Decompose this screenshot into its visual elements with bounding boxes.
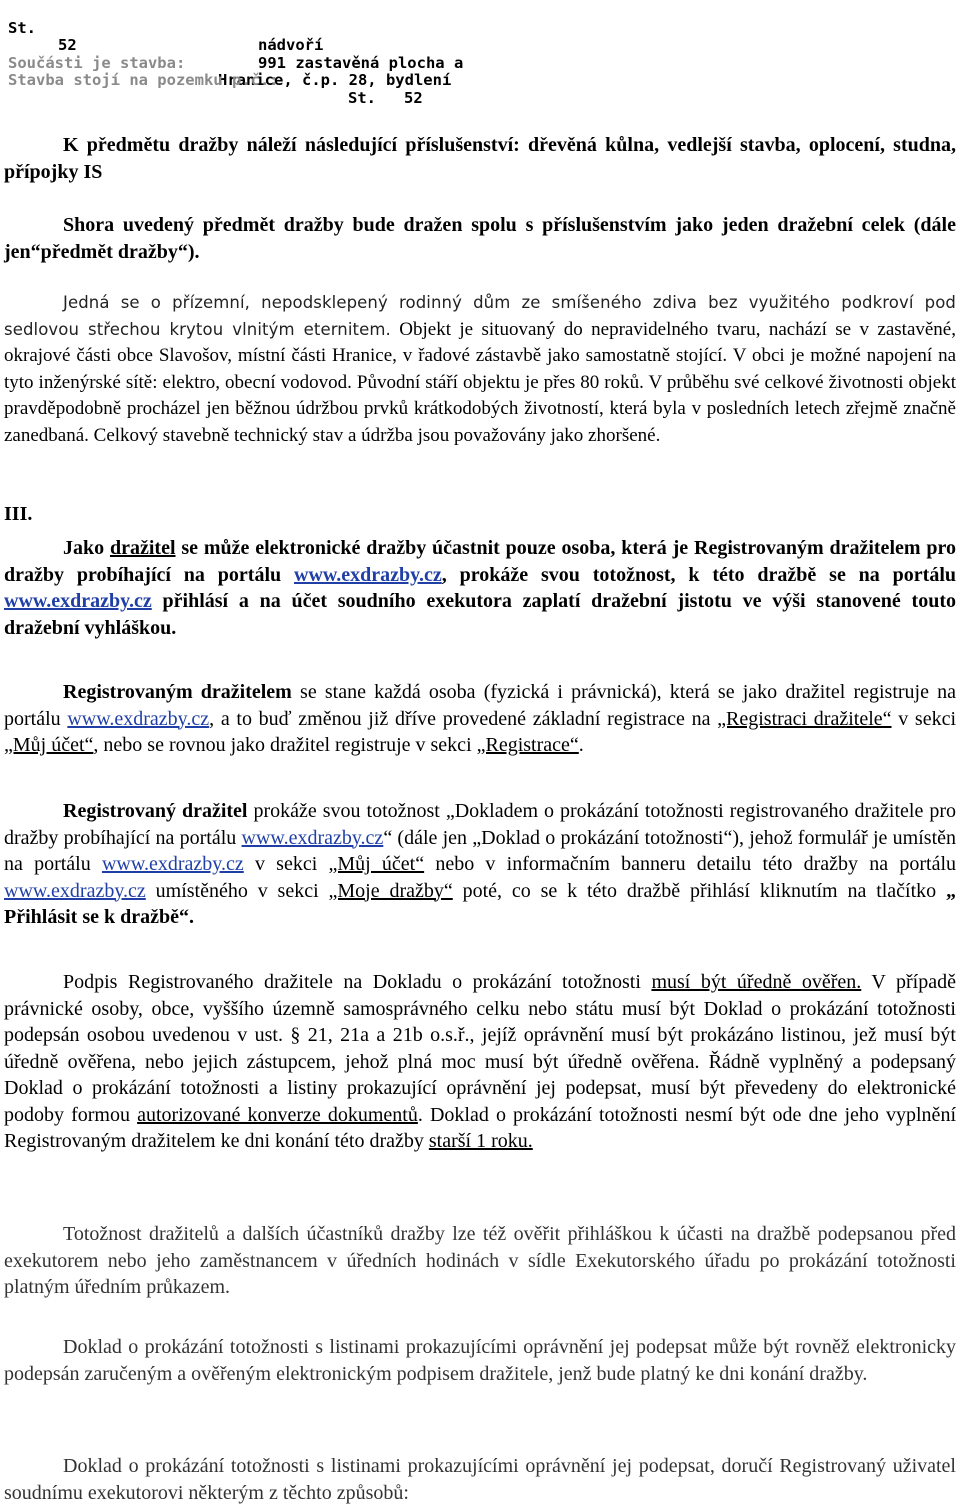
signature-text: . Doklad o prokázání totožnosti nesmí být ode dne jeho vyplnění Registrovaným dražitelem ke dni konání této dražby <box>4 1103 956 1152</box>
exdrazby-link[interactable]: www.exdrazby.cz <box>294 563 442 586</box>
building-parcel-value: St. 52 <box>348 88 423 107</box>
accessories-paragraph: K předmětu dražby náleží následující příslušenství: dřevěná kůlna, vedlejší stavba, oplocení, studna, přípojky IS <box>4 134 956 183</box>
building-parcel-label: Stavba stojí na pozemku p.č.: <box>8 71 279 89</box>
registration-section-ref: „Registrace“ <box>476 734 579 756</box>
bidder-text: se může elektronické dražby účastnit pouze osoba, která je Registrovaným dražitelem pro dražby probíhající na portálu <box>4 537 957 586</box>
identity-text: prokáže svou totožnost „Dokladem o prokázání totožnosti registrovaného dražitele pro dražby probíhající na portálu <box>4 800 956 849</box>
description-part3: Celkový stavebně technický stav a údržba jsou považovány jako zhoršené. <box>93 424 661 446</box>
description-paragraph <box>4 290 956 449</box>
together-paragraph: Shora uvedený předmět dražby bude dražen spolu s příslušenstvím jako jeden dražební celek (dále jen“předmět dražby“). <box>4 214 956 263</box>
identity-text: umístěného v sekci <box>155 879 319 902</box>
exdrazby-link[interactable]: www.exdrazby.cz <box>241 826 384 849</box>
registered-paragraph <box>4 679 956 759</box>
identity-term: Registrovaný dražitel <box>63 800 248 822</box>
my-account-section-ref: „Můj účet“ <box>328 853 425 875</box>
signature-text: Podpis Registrovaného dražitele na Dokladu o prokázání totožnosti <box>63 971 641 993</box>
registered-text: . <box>578 734 584 756</box>
exdrazby-link[interactable]: www.exdrazby.cz <box>4 590 152 612</box>
identity-text: poté, co se k této dražbě přihlásí kliknutím na tlačítko <box>462 879 937 902</box>
identity-text: “ (dále jen „Doklad o prokázání totožnosti“), jehož formulář je umístěn na portálu <box>4 826 956 875</box>
cadastre-extract <box>8 2 568 107</box>
age-requirement: starší 1 roku. <box>428 1130 533 1152</box>
conversion-requirement: autorizované konverze dokumentů <box>137 1103 418 1126</box>
verify-paragraph: Totožnost dražitelů a dalších účastníků dražby lze též ověřit přihláškou k účasti na dražbě podepsanou před exekutorem nebo jeho zaměstnancem v úředních hodinách v sídle Exekutorského úřadu po prokázání totožnosti platným úředním průkazem. <box>4 1223 956 1298</box>
electronic-paragraph: Doklad o prokázání totožnosti s listinami prokazujícími oprávnění jej podepsat může být rovněž elektronicky podepsán zaručeným a ověřeným elektronickým podpisem dražitele, jenž bude platný ke dni konání dražby. <box>4 1336 956 1385</box>
building-part-label: Součásti je stavba: <box>8 53 186 72</box>
registered-text: se stane každá osoba (fyzická i právnická), která se jako dražitel registruje na portálu <box>4 681 957 730</box>
registered-text: , a to buď změnou již dříve provedené základní registrace na <box>209 707 711 730</box>
registered-text: v sekci <box>898 707 957 730</box>
identity-paragraph <box>4 798 956 931</box>
registered-term: Registrovaným dražitelem <box>63 681 292 703</box>
bidder-paragraph <box>4 535 956 641</box>
my-auctions-section-ref: „Moje dražby“ <box>328 879 453 902</box>
building-part-value: Hranice, č.p. 28, bydlení <box>218 71 452 89</box>
signature-paragraph <box>4 969 956 1155</box>
identity-text: v sekci <box>254 853 318 875</box>
signature-requirement: musí být úředně ověřen. <box>651 971 862 993</box>
description-part2: Objekt je situovaný do nepravidelného tvaru, nachází se v zastavěné, okrajové části obce Slavošov, místní části Hranice, v řadové zástavbě jako samostatně stojící. V obci je možné napojení na tyto inženýrské sítě: elektro, obecní vodovod. Původní stáří objektu je přes 80 roků. V průběhu své celkové životnosti objekt pravděpodobně procházel jen běžnou údržbou prvků krátkodobých životností, která byla v posledních letech zřejmě značně zanedbaná. <box>4 318 956 446</box>
parcel-type: St. <box>8 18 36 37</box>
login-button-ref: „ Přihlásit se k dražbě“. <box>4 879 957 928</box>
registered-text: , nebo se rovnou jako dražitel registruje v sekci <box>93 734 472 756</box>
delivery-paragraph: Doklad o prokázání totožnosti s listinami prokazujícími oprávnění jej podepsat, doručí Registrovaný uživatel soudnímu exekutorovi některým z těchto způsobů: <box>4 1455 956 1504</box>
description-part1: Jedná se o přízemní, nepodsklepený rodinný dům ze smíšeného zdiva bez využitého podkroví pod sedlovou střechou krytou vlnitým eternitem. <box>4 293 956 339</box>
registration-section-ref: „Registraci dražitele“ <box>717 707 892 730</box>
section-heading: III. <box>4 503 33 525</box>
signature-text: V případě právnické osoby, obce, vyššího územně samosprávného celku nebo státu musí být Doklad o prokázání totožnosti podepsán osobou uvedenou v ust. § 21, 21a a 21b o.s.ř., jejíž oprávnění musí být prokázáno listinou, jež musí být úředně ověřena, nebo jejich zástupcem, jehož plná moc musí být úředně ověřena. Řádně vyplněný a podepsaný Doklad o prokázání totožnosti a listiny prokazující oprávnění jej podepsat, musí být převedeny do elektronické podoby formou <box>4 971 956 1126</box>
bidder-term: dražitel <box>109 537 176 559</box>
exdrazby-link[interactable]: www.exdrazby.cz <box>4 879 146 902</box>
exdrazby-link[interactable]: www.exdrazby.cz <box>67 707 210 730</box>
parcel-area-type-cont: nádvoří <box>258 36 324 54</box>
bidder-text: přihlásí a na účet soudního exekutora zaplatí dražební jistotu ve výši stanovené touto dražební vyhláškou. <box>4 590 956 639</box>
parcel-area-type: 991 zastavěná plocha a <box>258 53 464 72</box>
bidder-text: , prokáže svou totožnost, k této dražbě se na portálu <box>441 563 956 586</box>
exdrazby-link[interactable]: www.exdrazby.cz <box>101 853 244 875</box>
parcel-number: 52 <box>58 36 77 54</box>
identity-text: nebo v informačním banneru detailu této dražby na portálu <box>435 853 957 875</box>
bidder-text: Jako <box>63 537 105 559</box>
my-account-section-ref: „Můj účet“ <box>4 734 94 756</box>
